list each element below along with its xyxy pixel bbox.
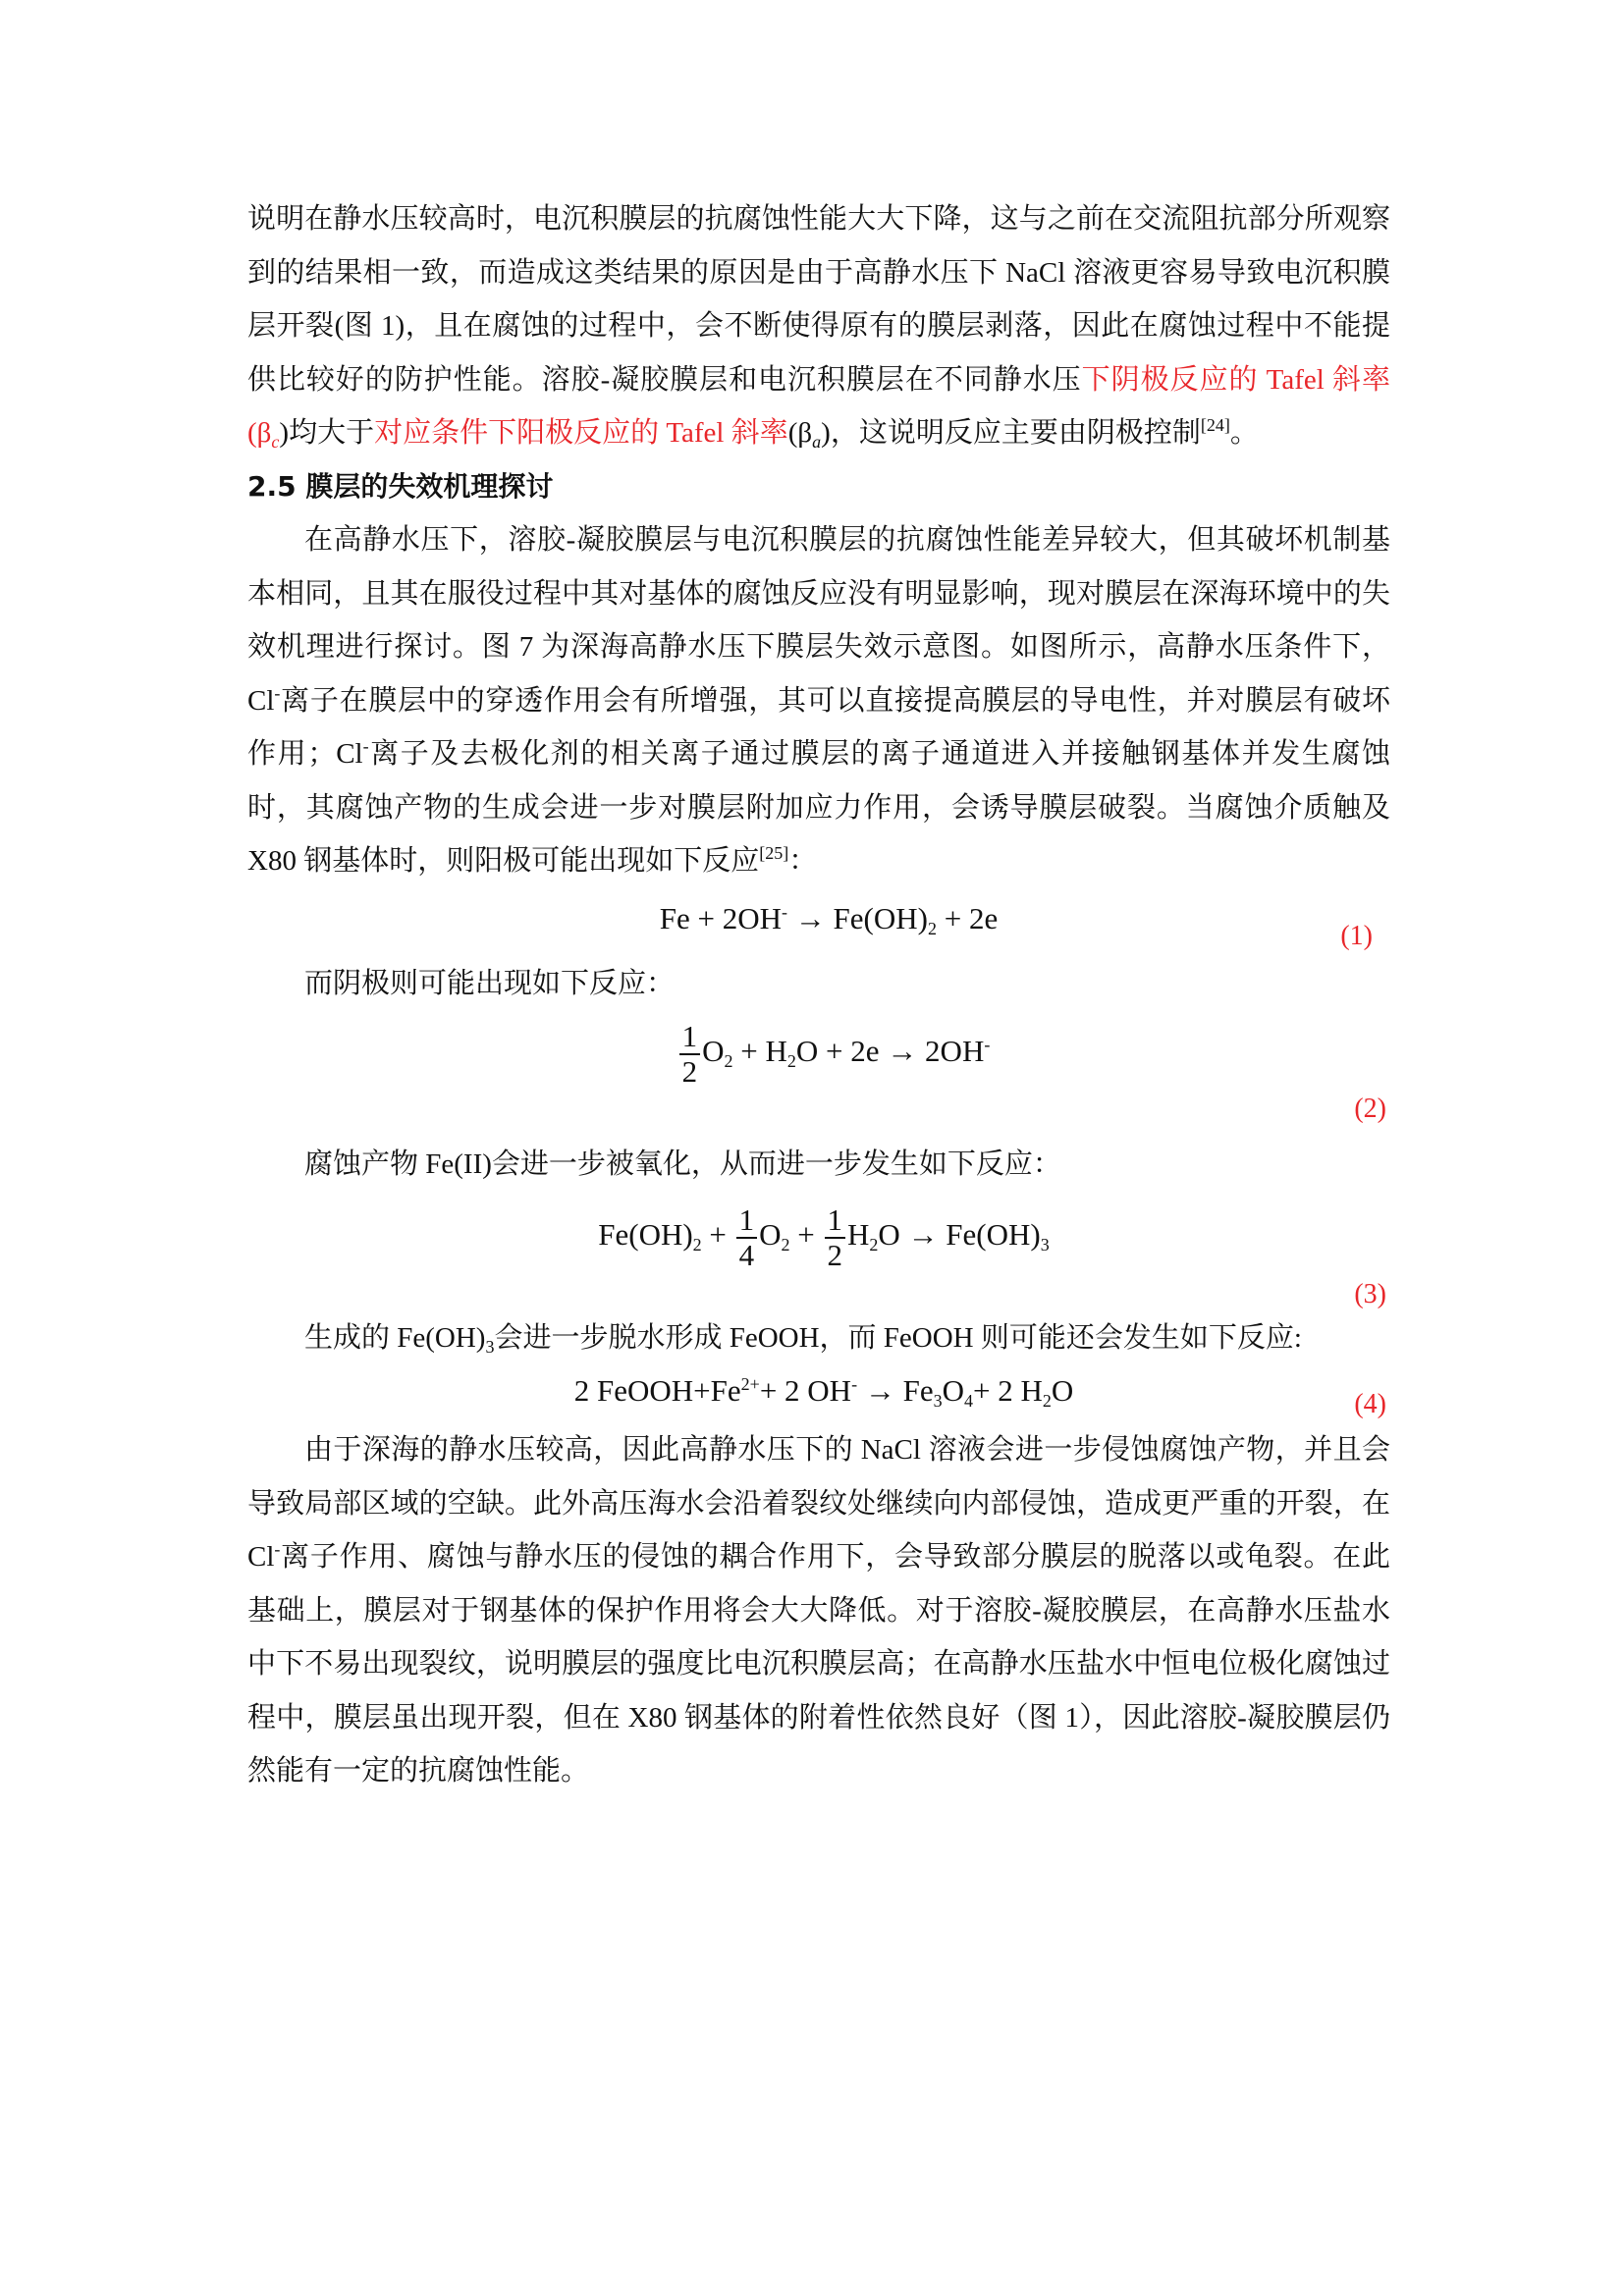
equation-2 [247, 1020, 1390, 1136]
citation: [24] [1200, 415, 1230, 435]
denominator: 2 [681, 1054, 698, 1089]
equation-number: (4) [1354, 1389, 1386, 1419]
paragraph-tafel [247, 192, 1390, 460]
text: 。 [1229, 417, 1259, 449]
subscript: 2 [927, 918, 937, 938]
text: O → Fe(OH) [878, 1216, 1041, 1252]
text: + H [732, 1034, 787, 1069]
subscript: 2 [781, 1234, 790, 1255]
equation-1 [247, 892, 1390, 951]
text: 会进一步脱水形成 FeOOH，而 FeOOH 则可能还会发生如下反应: [494, 1321, 1302, 1354]
numerator: 1 [825, 1203, 846, 1239]
fraction [736, 1203, 758, 1272]
denominator: 2 [827, 1237, 843, 1272]
text: 离子及去极化剂的相关离子通过膜层的离子通道进入并接触钢基体并发生腐蚀时，其腐蚀产物的生成会进一步对膜层附加应力作用，会诱导膜层破裂。当腐蚀介质触及 X80 钢基体时，则阳极可能出现如下反应 [247, 738, 1390, 877]
operator: + [701, 1216, 734, 1252]
subscript: 3 [1040, 1234, 1050, 1255]
numerator: 1 [679, 1020, 701, 1055]
subscript: 3 [933, 1391, 943, 1411]
text: (β [247, 417, 272, 449]
fraction [679, 1020, 701, 1089]
equation-expression [660, 892, 998, 946]
superscript: - [362, 736, 369, 756]
subscript: 3 [485, 1336, 495, 1357]
subscript: 2 [724, 1051, 733, 1072]
denominator: 4 [738, 1237, 755, 1272]
paragraph-cathode: 而阴极则可能出现如下反应： [304, 967, 676, 999]
equation-4 [247, 1364, 1390, 1419]
text: ： [788, 845, 818, 877]
text: O [702, 1034, 725, 1069]
subscript: a [812, 432, 822, 452]
text: Fe(OH) [598, 1216, 693, 1252]
superscript: - [274, 1539, 281, 1559]
arrow: → [787, 900, 834, 935]
text: 说明在静水压较高时，电沉积膜层的抗腐蚀性能大大下降，这与之前在交流阻抗部分所观察到的结果相一致，而造成这类结果的原因是由于高静水压下 NaCl 溶液更容易导致电沉积膜层开裂(图 1)，且在腐蚀的过程中，会不断使得原有的膜层剥落，因此在腐蚀过程中不能提供比较好的防护性能。溶胶-凝胶膜层和电沉积膜层在不同静水压 [247, 203, 1390, 396]
superscript: - [851, 1374, 858, 1394]
text: H [847, 1216, 870, 1252]
text: O [942, 1373, 964, 1408]
superscript: - [782, 901, 788, 922]
text: 离子作用、腐蚀与静水压的侵蚀的耦合作用下，会导致部分膜层的脱落以或龟裂。在此基础上，膜层对于钢基体的保护作用将会大大降低。对于溶胶-凝胶膜层，在高静水压盐水中下不易出现裂纹，说明膜层的强度比电沉积膜层高；在高静水压盐水中恒电位极化腐蚀过程中，膜层虽出现开裂，但在 X80 钢基体的附着性依然良好（图 1），因此溶胶-凝胶膜层仍然能有一定的抗腐蚀性能。 [247, 1541, 1390, 1787]
text: + 2 OH [759, 1373, 852, 1408]
text: 离子在膜层中的穿透作用会有所增强，其可以直接提高膜层的导电性，并对膜层有破坏作用；Cl [247, 684, 1390, 770]
text: O + 2e → 2OH [795, 1034, 985, 1069]
text: + 2e [936, 900, 999, 935]
text: )，这说明反应主要由阴极控制 [821, 417, 1201, 449]
text: )均大于 [279, 417, 375, 449]
paragraph-feooh [247, 1311, 1390, 1365]
highlight-anodic-tafel: 对应条件下阳极反应的 Tafel 斜率 [374, 417, 788, 449]
page-body [247, 192, 1390, 1798]
subscript: 2 [786, 1051, 796, 1072]
superscript: - [984, 1035, 991, 1055]
subscript: 2 [1042, 1391, 1052, 1411]
text: O [1051, 1373, 1074, 1408]
equation-expression [677, 1020, 991, 1089]
equation-expression [598, 1203, 1049, 1272]
text: Fe + 2OH [659, 900, 783, 935]
subscript: 2 [869, 1234, 879, 1255]
text: 2 FeOOH+Fe [573, 1373, 741, 1408]
text: + 2 H [972, 1373, 1043, 1408]
equation-number: (2) [1354, 1094, 1386, 1124]
equation-number: (1) [1340, 920, 1373, 951]
operator: + [789, 1216, 823, 1252]
numerator: 1 [736, 1203, 758, 1239]
equation-expression [574, 1364, 1073, 1418]
text: Fe(OH) [833, 900, 928, 935]
equation-3 [247, 1203, 1390, 1319]
text: O [759, 1216, 782, 1252]
superscript: - [274, 682, 281, 703]
subscript: 4 [963, 1391, 973, 1411]
text: → Fe [857, 1373, 934, 1408]
text: (β [787, 417, 813, 449]
citation: [25] [759, 843, 789, 863]
subscript: c [271, 432, 280, 452]
paragraph-oxidation: 腐蚀产物 Fe(II)会进一步被氧化，从而进一步发生如下反应： [304, 1148, 1061, 1180]
paragraph-conclusion [247, 1423, 1390, 1798]
highlight-cathodic-tafel: 下阴极反应的 Tafel 斜率 [1081, 363, 1390, 396]
equation-number: (3) [1354, 1278, 1386, 1309]
highlight-beta-c [247, 417, 280, 452]
paragraph-mechanism [247, 513, 1390, 888]
fraction [825, 1203, 846, 1272]
section-heading: 2.5 膜层的失效机理探讨 [247, 469, 554, 503]
text: 由于深海的静水压较高，因此高静水压下的 NaCl 溶液会进一步侵蚀腐蚀产物，并且会导致局部区域的空缺。此外高压海水会沿着裂纹处继续向内部侵蚀，造成更严重的开裂，在 Cl [247, 1434, 1390, 1573]
subscript: 2 [692, 1234, 702, 1255]
text: 在高静水压下，溶胶-凝胶膜层与电沉积膜层的抗腐蚀性能差异较大，但其破坏机制基本相同，且其在服役过程中其对基体的腐蚀反应没有明显影响，现对膜层在深海环境中的失效机理进行探讨。图 7 为深海高静水压下膜层失效示意图。如图所示，高静水压条件下，Cl [247, 524, 1390, 717]
superscript: 2+ [740, 1374, 760, 1394]
text: 生成的 Fe(OH) [304, 1321, 486, 1354]
